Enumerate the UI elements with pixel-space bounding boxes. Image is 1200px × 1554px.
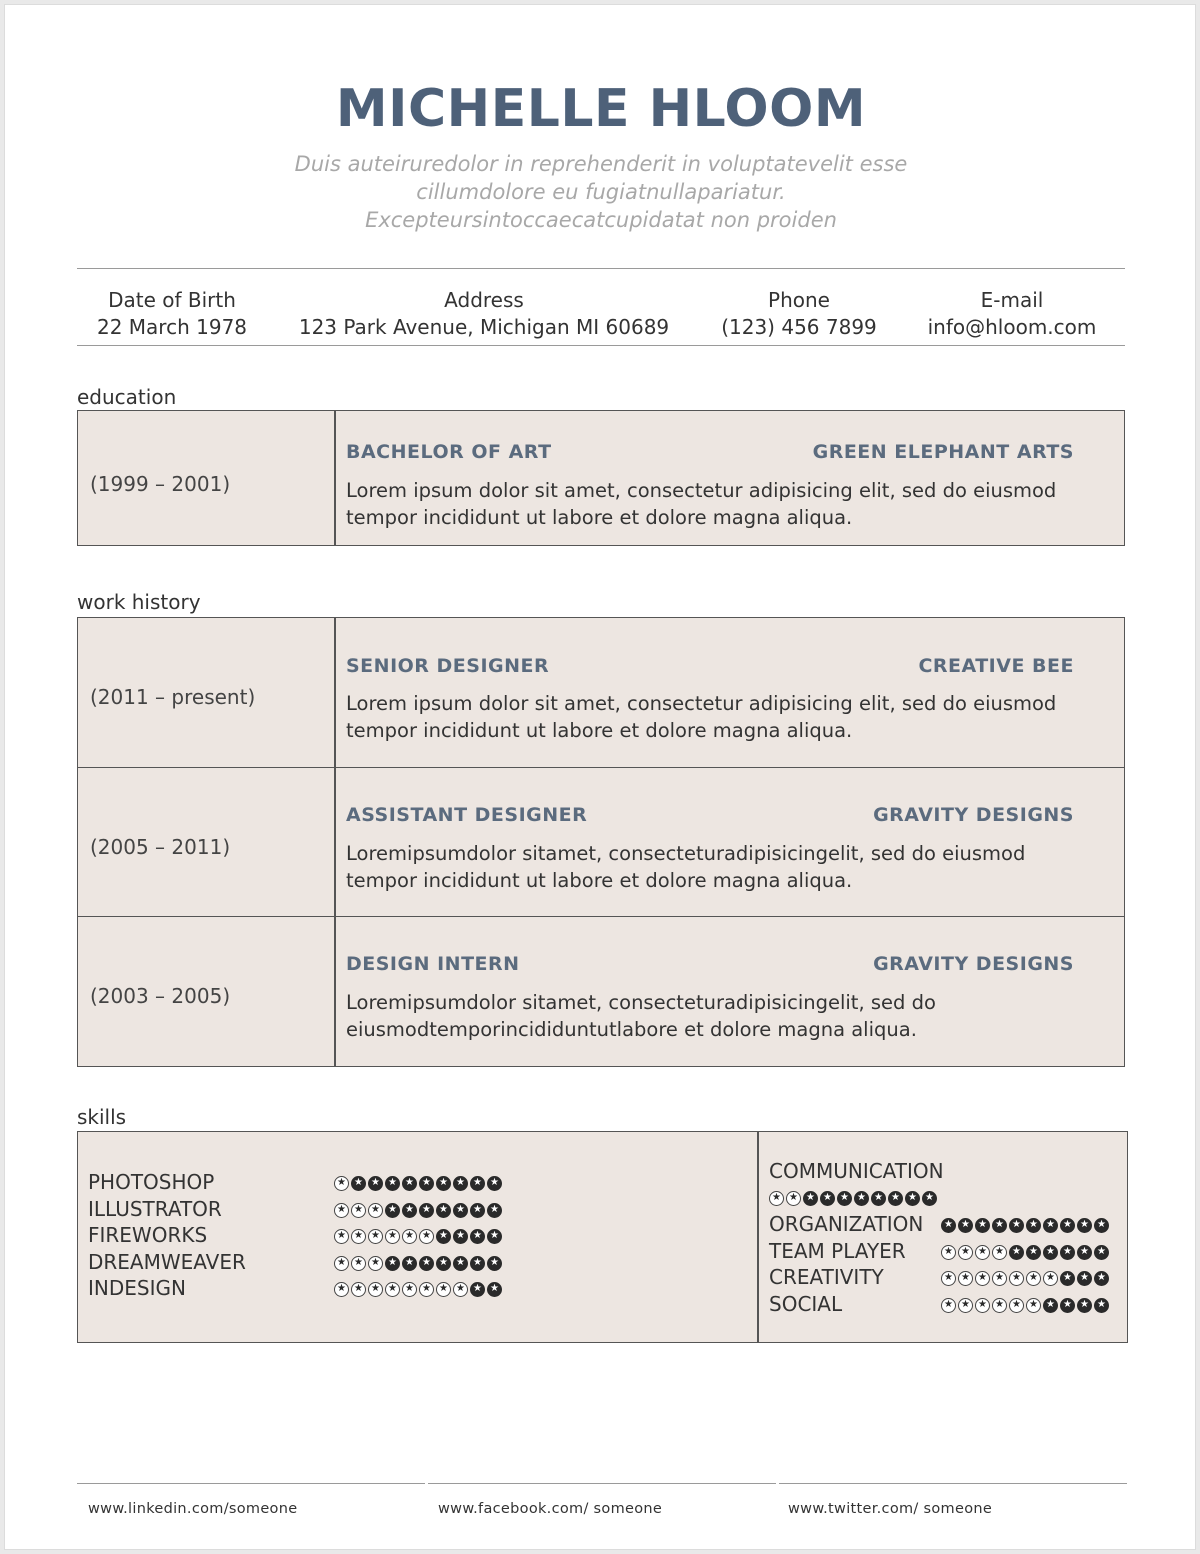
candidate-name: MICHELLE HLOOM [335,79,867,139]
skills-heading: skills [77,1105,127,1129]
rating-star-icon: ★ [470,1176,485,1191]
entry-description: Lorem ipsum dolor sit amet, consectetur adipisicing elit, sed do eiusmod tempor incididunt ut labore et dolore magna aliqua. [346,692,1057,742]
rating-star-icon: ★ [1043,1245,1058,1260]
work-entry [78,767,1124,916]
rating-star-icon: ★ [1009,1245,1024,1260]
contact-value: 22 March 1978 [96,315,248,339]
rating-star-icon: ★ [402,1229,417,1244]
skill-rating [941,1271,1109,1286]
rating-star-icon: ★ [941,1298,956,1313]
rating-star-icon: ★ [368,1176,383,1191]
rating-star-icon: ★ [1026,1271,1041,1286]
rating-star-icon: ★ [419,1203,434,1218]
rating-star-icon: ★ [1094,1271,1109,1286]
rating-star-icon: ★ [1043,1271,1058,1286]
contact-value: (123) 456 7899 [721,315,877,339]
skill-rating [334,1203,502,1218]
work-entry [78,618,1124,767]
rating-star-icon: ★ [1094,1245,1109,1260]
rating-star-icon: ★ [385,1176,400,1191]
footer-divider [428,1483,776,1484]
contact-bottom-divider [77,345,1125,346]
work-history-table [77,617,1125,1067]
rating-star-icon: ★ [470,1229,485,1244]
rating-star-icon: ★ [436,1229,451,1244]
contact-value: 123 Park Avenue, Michigan MI 60689 [298,315,670,339]
rating-star-icon: ★ [453,1176,468,1191]
rating-star-icon: ★ [769,1191,784,1206]
facebook-link[interactable]: www.facebook.com/ someone [438,1501,663,1517]
rating-star-icon: ★ [958,1298,973,1313]
skill-rating [334,1176,502,1191]
work-history-heading: work history [77,590,201,614]
entry-title: SENIOR DESIGNER [346,655,550,677]
column-divider [757,1132,759,1342]
skills-table [77,1131,1128,1343]
rating-star-icon: ★ [1094,1218,1109,1233]
rating-star-icon: ★ [470,1203,485,1218]
entry-company: GRAVITY DESIGNS [873,804,1074,826]
rating-star-icon: ★ [436,1176,451,1191]
rating-star-icon: ★ [385,1256,400,1271]
rating-star-icon: ★ [470,1256,485,1271]
rating-star-icon: ★ [419,1282,434,1297]
skill-rating [334,1282,502,1297]
rating-star-icon: ★ [941,1245,956,1260]
rating-star-icon: ★ [958,1271,973,1286]
skill-name: CREATIVITY [769,1265,884,1289]
rating-star-icon: ★ [1009,1271,1024,1286]
rating-star-icon: ★ [1009,1298,1024,1313]
education-heading: education [77,385,177,409]
entry-title: ASSISTANT DESIGNER [346,804,588,826]
rating-star-icon: ★ [453,1256,468,1271]
rating-star-icon: ★ [958,1218,973,1233]
rating-star-icon: ★ [803,1191,818,1206]
rating-star-icon: ★ [368,1282,383,1297]
skill-name: DREAMWEAVER [88,1250,246,1274]
rating-star-icon: ★ [385,1229,400,1244]
skill-rating [941,1218,1109,1233]
rating-star-icon: ★ [402,1176,417,1191]
rating-star-icon: ★ [385,1282,400,1297]
rating-star-icon: ★ [992,1298,1007,1313]
entry-dates: (2003 – 2005) [90,984,231,1008]
education-table [77,410,1125,546]
rating-star-icon: ★ [351,1176,366,1191]
contact-phone [699,287,899,341]
rating-star-icon: ★ [385,1203,400,1218]
contact-label: Address [444,288,524,312]
rating-star-icon: ★ [436,1256,451,1271]
skill-rating [334,1256,502,1271]
contact-value: info@hloom.com [927,315,1097,339]
contact-label: Phone [768,288,830,312]
rating-star-icon: ★ [351,1203,366,1218]
rating-star-icon: ★ [419,1229,434,1244]
linkedin-link[interactable]: www.linkedin.com/someone [88,1501,298,1517]
skill-rating [941,1298,1109,1313]
rating-star-icon: ★ [1077,1218,1092,1233]
contact-label: Date of Birth [108,288,236,312]
rating-star-icon: ★ [941,1218,956,1233]
tagline [5,150,1197,234]
rating-star-icon: ★ [402,1282,417,1297]
rating-star-icon: ★ [888,1191,903,1206]
rating-star-icon: ★ [837,1191,852,1206]
skill-name: SOCIAL [769,1292,843,1316]
rating-star-icon: ★ [436,1203,451,1218]
rating-star-icon: ★ [992,1245,1007,1260]
entry-dates: (2005 – 2011) [90,835,231,859]
contact-dob [72,287,272,341]
rating-star-icon: ★ [351,1229,366,1244]
rating-star-icon: ★ [351,1256,366,1271]
skill-rating [941,1245,1109,1260]
skill-name: PHOTOSHOP [88,1170,215,1194]
skill-name: COMMUNICATION [769,1159,944,1183]
rating-star-icon: ★ [1026,1298,1041,1313]
rating-star-icon: ★ [905,1191,920,1206]
rating-star-icon: ★ [1060,1245,1075,1260]
contact-label: E-mail [980,288,1044,312]
rating-star-icon: ★ [368,1256,383,1271]
contact-top-divider [77,268,1125,269]
rating-star-icon: ★ [368,1229,383,1244]
rating-star-icon: ★ [470,1282,485,1297]
rating-star-icon: ★ [975,1245,990,1260]
rating-star-icon: ★ [419,1256,434,1271]
rating-star-icon: ★ [487,1176,502,1191]
work-entry [78,916,1124,1065]
tagline-line: Duis auteiruredolor in reprehenderit in voluptatevelit esse [294,152,908,176]
rating-star-icon: ★ [1060,1298,1075,1313]
rating-star-icon: ★ [1026,1218,1041,1233]
rating-star-icon: ★ [453,1282,468,1297]
rating-star-icon: ★ [871,1191,886,1206]
rating-star-icon: ★ [854,1191,869,1206]
rating-star-icon: ★ [786,1191,801,1206]
rating-star-icon: ★ [334,1203,349,1218]
skill-name: ORGANIZATION [769,1212,924,1236]
entry-dates: (2011 – present) [90,685,256,709]
entry-company: GREEN ELEPHANT ARTS [812,441,1074,463]
rating-star-icon: ★ [487,1282,502,1297]
skill-name: ILLUSTRATOR [88,1197,222,1221]
rating-star-icon: ★ [1094,1298,1109,1313]
rating-star-icon: ★ [436,1282,451,1297]
rating-star-icon: ★ [487,1203,502,1218]
rating-star-icon: ★ [453,1229,468,1244]
rating-star-icon: ★ [368,1203,383,1218]
rating-star-icon: ★ [487,1256,502,1271]
tagline-line: cillumdolore eu fugiatnullapariatur. [416,180,786,204]
skill-name: INDESIGN [88,1276,186,1300]
rating-star-icon: ★ [1043,1298,1058,1313]
rating-star-icon: ★ [1060,1218,1075,1233]
rating-star-icon: ★ [958,1245,973,1260]
skill-rating [769,1191,937,1206]
entry-title: DESIGN INTERN [346,953,520,975]
entry-description: Lorem ipsum dolor sit amet, consectetur adipisicing elit, sed do eiusmod tempor incididunt ut labore et dolore magna aliqua. [346,479,1057,529]
resume-page [4,4,1196,1550]
entry-company: CREATIVE BEE [918,655,1074,677]
rating-star-icon: ★ [975,1298,990,1313]
rating-star-icon: ★ [992,1271,1007,1286]
rating-star-icon: ★ [975,1271,990,1286]
education-entry [78,411,1124,544]
twitter-link[interactable]: www.twitter.com/ someone [788,1501,993,1517]
rating-star-icon: ★ [334,1176,349,1191]
entry-dates: (1999 – 2001) [90,472,231,496]
rating-star-icon: ★ [975,1218,990,1233]
rating-star-icon: ★ [1077,1298,1092,1313]
rating-star-icon: ★ [334,1229,349,1244]
footer-divider [77,1483,425,1484]
skill-name: FIREWORKS [88,1223,208,1247]
entry-description: Loremipsumdolor sitamet, consecteturadipisicingelit, sed do eiusmodtemporincididuntutlabore et dolore magna aliqua. [346,991,936,1041]
skill-name: TEAM PLAYER [769,1239,906,1263]
rating-star-icon: ★ [992,1218,1007,1233]
rating-star-icon: ★ [1009,1218,1024,1233]
footer-divider [779,1483,1127,1484]
rating-star-icon: ★ [402,1203,417,1218]
contact-email [902,287,1122,341]
rating-star-icon: ★ [1077,1271,1092,1286]
rating-star-icon: ★ [334,1256,349,1271]
tagline-line: Excepteursintoccaecatcupidatat non proiden [365,208,837,232]
rating-star-icon: ★ [334,1282,349,1297]
entry-title: BACHELOR OF ART [346,441,552,463]
rating-star-icon: ★ [1060,1271,1075,1286]
rating-star-icon: ★ [1077,1245,1092,1260]
entry-company: GRAVITY DESIGNS [873,953,1074,975]
entry-description: Loremipsumdolor sitamet, consecteturadipisicingelit, sed do eiusmod tempor incididunt ut labore et dolore magna aliqua. [346,842,1026,892]
rating-star-icon: ★ [487,1229,502,1244]
rating-star-icon: ★ [351,1282,366,1297]
rating-star-icon: ★ [1026,1245,1041,1260]
skill-rating [334,1229,502,1244]
rating-star-icon: ★ [1043,1218,1058,1233]
rating-star-icon: ★ [922,1191,937,1206]
rating-star-icon: ★ [419,1176,434,1191]
contact-address [284,287,684,341]
rating-star-icon: ★ [820,1191,835,1206]
rating-star-icon: ★ [941,1271,956,1286]
rating-star-icon: ★ [453,1203,468,1218]
rating-star-icon: ★ [402,1256,417,1271]
